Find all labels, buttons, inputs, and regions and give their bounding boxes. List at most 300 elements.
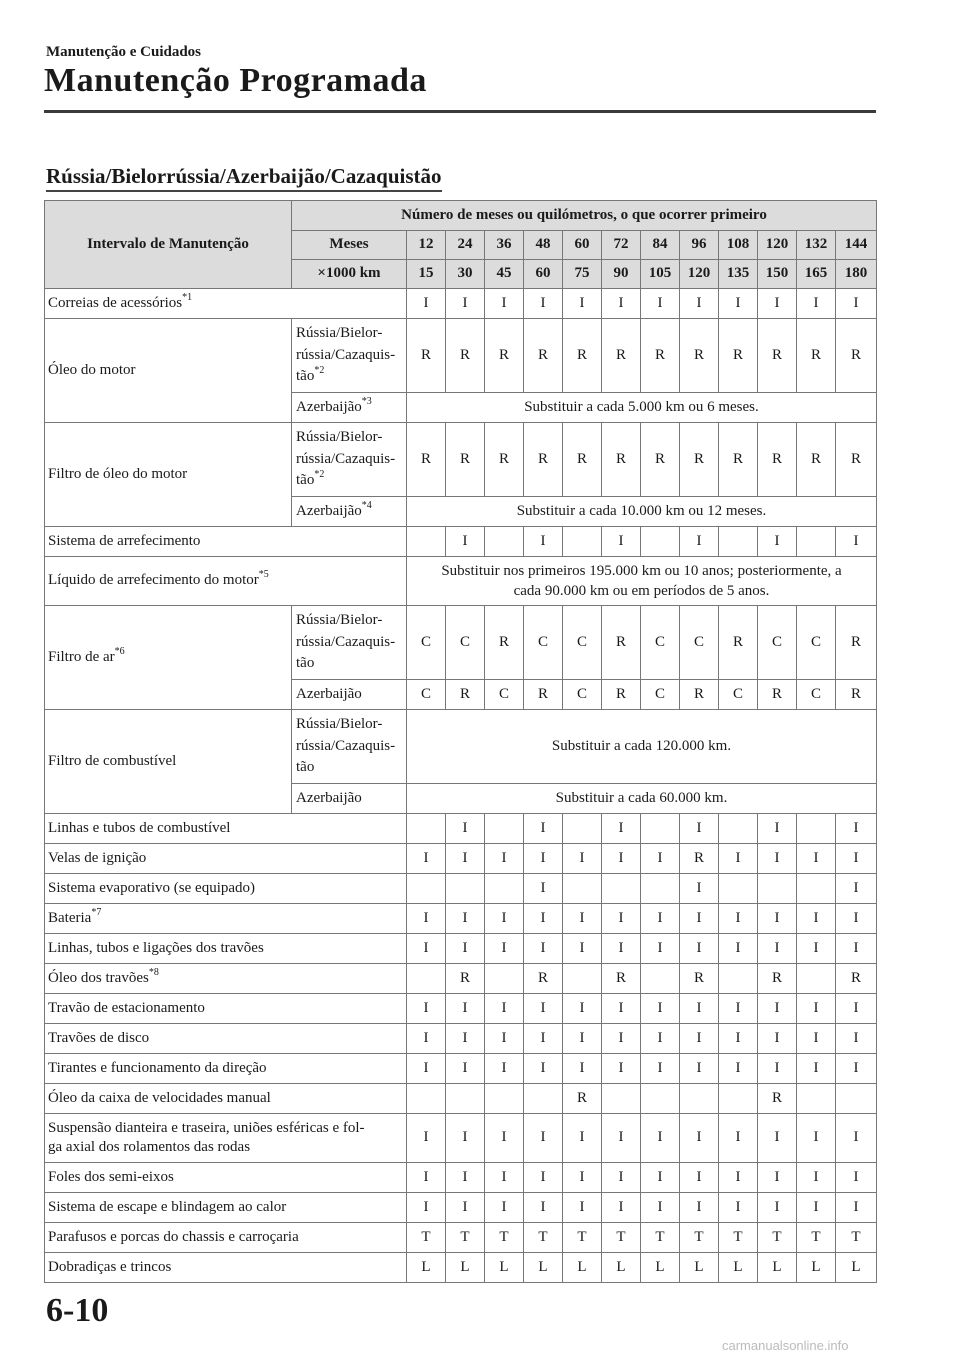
schedule-cell: I [602,1193,641,1223]
schedule-cell [407,874,446,904]
item-name-text: Tirantes e funcionamento da direção [48,1059,267,1076]
km-value: 180 [836,260,877,289]
schedule-cell: R [836,680,877,710]
table-row [45,1114,877,1163]
km-value: 120 [680,260,719,289]
schedule-cell: I [719,934,758,964]
schedule-cell: I [524,934,563,964]
table-row [45,289,877,319]
schedule-cell [602,1084,641,1114]
schedule-cell [485,814,524,844]
region-label [292,606,407,680]
table-row [45,904,877,934]
schedule-cell: T [641,1223,680,1253]
months-value: 132 [797,231,836,260]
schedule-cell: R [758,964,797,994]
schedule-cell: I [836,1114,877,1163]
schedule-cell: I [680,904,719,934]
schedule-cell: R [797,319,836,393]
schedule-cell: I [719,994,758,1024]
schedule-cell: I [407,1114,446,1163]
schedule-cell: R [758,319,797,393]
schedule-cell: I [407,1054,446,1084]
schedule-cell [719,814,758,844]
schedule-cell: I [641,1054,680,1084]
schedule-cell [485,527,524,557]
item-name-text: Filtro de óleo do motor [48,465,188,482]
schedule-cell: C [641,680,680,710]
schedule-cell [446,1084,485,1114]
item-name [45,934,407,964]
item-name [45,1223,407,1253]
schedule-cell: I [758,844,797,874]
schedule-cell [797,814,836,844]
schedule-cell: L [485,1253,524,1283]
schedule-cell: R [758,1084,797,1114]
schedule-cell: I [407,1193,446,1223]
item-name [45,1193,407,1223]
schedule-cell: I [797,1024,836,1054]
schedule-cell: R [407,423,446,497]
schedule-cell: I [719,1054,758,1084]
schedule-cell: R [758,680,797,710]
schedule-cell: I [524,904,563,934]
table-row [45,319,877,393]
region-label-text: Azerbaijão [296,398,362,415]
schedule-cell: I [680,1024,719,1054]
schedule-cell [563,814,602,844]
footnote-marker: *2 [314,469,325,481]
schedule-cell: I [446,844,485,874]
schedule-cell: I [836,904,877,934]
item-name-text: Travão de estacionamento [48,999,205,1016]
footnote-marker: *6 [114,645,125,657]
page-number: 6-10 [46,1292,109,1329]
months-value: 96 [680,231,719,260]
schedule-cell: I [758,527,797,557]
schedule-cell: R [602,680,641,710]
schedule-cell: I [407,934,446,964]
schedule-cell [524,1084,563,1114]
schedule-cell: I [446,1024,485,1054]
schedule-cell: I [602,814,641,844]
schedule-cell: I [446,904,485,934]
item-name-text: Linhas e tubos de combustível [48,819,231,836]
item-name [45,844,407,874]
schedule-cell: I [680,874,719,904]
schedule-cell: R [719,606,758,680]
item-name-text: Sistema de escape e blindagem ao calor [48,1198,287,1215]
table-row [45,964,877,994]
schedule-cell: C [407,606,446,680]
table-row [45,1163,877,1193]
km-value: 75 [563,260,602,289]
schedule-cell [680,1084,719,1114]
schedule-note: Substituir a cada 60.000 km. [407,784,877,814]
schedule-cell: R [797,423,836,497]
schedule-cell: I [797,1114,836,1163]
item-name [45,606,292,710]
schedule-cell [563,964,602,994]
schedule-cell [563,527,602,557]
schedule-cell: I [758,814,797,844]
schedule-cell: I [758,904,797,934]
schedule-cell: L [524,1253,563,1283]
table-row [45,1253,877,1283]
table-row [45,814,877,844]
months-value: 120 [758,231,797,260]
table-row [45,934,877,964]
item-name-text: Velas de ignição [48,849,147,866]
schedule-cell: I [524,874,563,904]
footnote-marker: *1 [182,291,193,303]
schedule-cell: C [680,606,719,680]
schedule-note: Substituir a cada 120.000 km. [407,710,877,784]
schedule-cell: I [563,934,602,964]
schedule-cell: R [446,680,485,710]
schedule-cell: I [836,844,877,874]
table-header [45,201,877,289]
schedule-note: Substituir nos primeiros 195.000 km ou 10 anos; posteriormente, a cada 90.000 km ou em períodos de 5 anos. [407,557,877,606]
schedule-cell: I [641,1163,680,1193]
schedule-cell: I [836,994,877,1024]
schedule-cell: I [446,1114,485,1163]
region-label-text: Rússia/Bielor- rússia/Cazaquis- tão [296,611,396,672]
schedule-cell: I [836,289,877,319]
schedule-cell [797,964,836,994]
schedule-cell: L [407,1253,446,1283]
schedule-cell: I [485,1163,524,1193]
item-name-text: Óleo dos travões [48,969,149,986]
schedule-cell: I [407,994,446,1024]
schedule-cell: I [719,289,758,319]
section-label: Manutenção e Cuidados [46,44,202,60]
region-label [292,784,407,814]
schedule-cell: R [602,423,641,497]
schedule-cell: R [524,680,563,710]
schedule-cell: R [407,319,446,393]
months-value: 84 [641,231,680,260]
region-label [292,710,407,784]
item-name [45,964,407,994]
schedule-cell: I [524,1114,563,1163]
schedule-cell: I [446,994,485,1024]
schedule-cell [407,1084,446,1114]
schedule-cell: I [524,844,563,874]
table-row [45,710,877,784]
schedule-cell: I [485,994,524,1024]
schedule-cell: I [524,1024,563,1054]
schedule-cell: R [602,606,641,680]
item-name-text: Sistema evaporativo (se equipado) [48,879,256,896]
schedule-cell: I [836,874,877,904]
schedule-cell: I [602,844,641,874]
schedule-cell [563,874,602,904]
schedule-cell [641,527,680,557]
schedule-cell: I [836,1054,877,1084]
months-label: Meses [292,231,407,260]
schedule-cell: I [797,289,836,319]
schedule-cell: I [446,934,485,964]
schedule-cell [485,874,524,904]
schedule-cell [485,1084,524,1114]
schedule-cell: I [563,1114,602,1163]
schedule-cell: R [446,319,485,393]
region-label [292,393,407,423]
km-value: 60 [524,260,563,289]
schedule-cell: I [563,1193,602,1223]
schedule-cell: I [602,1114,641,1163]
schedule-cell [641,964,680,994]
schedule-cell [836,1084,877,1114]
schedule-cell: R [836,319,877,393]
footnote-marker: *7 [91,906,102,918]
schedule-cell: I [680,994,719,1024]
schedule-cell: I [407,844,446,874]
schedule-cell: R [719,423,758,497]
item-name-text: Linhas, tubos e ligações dos travões [48,939,264,956]
schedule-cell: I [758,994,797,1024]
maintenance-schedule-table [44,200,877,1283]
item-name [45,1054,407,1084]
schedule-cell [485,964,524,994]
item-name [45,1024,407,1054]
schedule-cell: I [719,1163,758,1193]
schedule-cell: I [485,904,524,934]
schedule-cell: C [446,606,485,680]
schedule-cell: I [680,934,719,964]
schedule-cell: R [485,423,524,497]
schedule-cell: C [719,680,758,710]
schedule-cell: I [836,934,877,964]
schedule-cell: I [797,1193,836,1223]
schedule-cell: I [407,289,446,319]
schedule-cell: I [524,527,563,557]
km-value: 30 [446,260,485,289]
schedule-cell: C [758,606,797,680]
km-value: 45 [485,260,524,289]
schedule-cell: L [563,1253,602,1283]
schedule-cell: I [680,814,719,844]
item-name-text: Óleo da caixa de velocidades manual [48,1089,271,1106]
footnote-marker: *8 [148,966,159,978]
item-name [45,527,407,557]
schedule-cell: I [719,1024,758,1054]
schedule-cell: R [485,319,524,393]
item-name [45,1114,407,1163]
schedule-cell [719,874,758,904]
months-value: 144 [836,231,877,260]
schedule-cell: I [563,1054,602,1084]
item-name [45,994,407,1024]
item-name-text: Sistema de arrefecimento [48,532,201,549]
region-label-text: Azerbaijão [296,685,362,702]
region-label [292,497,407,527]
footnote-marker: *2 [314,365,325,377]
km-value: 135 [719,260,758,289]
months-value: 108 [719,231,758,260]
footnote-marker: *5 [258,569,269,581]
item-name-text: Filtro de ar [48,648,115,665]
km-value: 90 [602,260,641,289]
schedule-cell: C [563,606,602,680]
schedule-cell: I [719,904,758,934]
schedule-cell: R [602,319,641,393]
schedule-cell: R [446,964,485,994]
item-name-text: Líquido de arrefecimento do motor [48,572,259,589]
schedule-cell: I [758,1114,797,1163]
schedule-cell [407,814,446,844]
schedule-cell: R [485,606,524,680]
schedule-cell: I [602,934,641,964]
schedule-cell: T [563,1223,602,1253]
months-value: 12 [407,231,446,260]
schedule-cell: I [719,1193,758,1223]
watermark: carmanualsonline.info [722,1338,849,1353]
table-row [45,1024,877,1054]
item-name-text: Dobradiças e trincos [48,1258,172,1275]
schedule-cell: T [680,1223,719,1253]
schedule-cell: I [680,1163,719,1193]
table-row [45,423,877,497]
schedule-cell: R [836,606,877,680]
schedule-cell: T [407,1223,446,1253]
schedule-cell: I [563,289,602,319]
schedule-cell [797,874,836,904]
schedule-cell [641,814,680,844]
item-name-text: Suspensão dianteira e traseira, uniões esféricas e fol- ga axial dos rolamentos das rodas [48,1119,365,1155]
schedule-cell: I [446,814,485,844]
schedule-cell [797,1084,836,1114]
schedule-cell: L [836,1253,877,1283]
schedule-cell: I [758,1193,797,1223]
schedule-cell: C [524,606,563,680]
item-name-text: Foles dos semi-eixos [48,1168,174,1185]
schedule-cell: I [719,1114,758,1163]
schedule-cell: I [641,844,680,874]
schedule-cell: R [563,1084,602,1114]
footnote-marker: *3 [361,395,372,407]
schedule-cell: I [797,904,836,934]
schedule-cell: R [641,319,680,393]
schedule-cell: I [446,1193,485,1223]
schedule-cell: C [485,680,524,710]
schedule-cell: I [563,844,602,874]
schedule-cell: L [641,1253,680,1283]
schedule-cell: I [485,934,524,964]
schedule-cell: R [836,423,877,497]
region-label-text: Azerbaijão [296,789,362,806]
schedule-cell: I [602,1054,641,1084]
schedule-cell: T [485,1223,524,1253]
region-label-text: Rússia/Bielor- rússia/Cazaquis- tão [296,428,396,489]
schedule-cell: C [797,606,836,680]
schedule-cell [797,527,836,557]
schedule-cell: I [641,1024,680,1054]
schedule-cell: I [758,1163,797,1193]
schedule-cell: I [680,1193,719,1223]
item-name [45,1253,407,1283]
schedule-cell: I [524,1163,563,1193]
schedule-cell [719,964,758,994]
region-label [292,319,407,393]
schedule-cell [407,964,446,994]
schedule-cell [719,527,758,557]
schedule-cell: I [563,1024,602,1054]
schedule-cell: I [602,1163,641,1193]
schedule-cell: I [797,1054,836,1084]
schedule-cell: R [446,423,485,497]
schedule-cell: L [797,1253,836,1283]
table-row [45,557,877,606]
schedule-cell: L [680,1253,719,1283]
schedule-cell: R [719,319,758,393]
table-row [45,994,877,1024]
schedule-cell: T [524,1223,563,1253]
table-row [45,844,877,874]
item-name [45,874,407,904]
item-name [45,710,292,814]
region-label-text: Azerbaijão [296,502,362,519]
schedule-cell: I [485,1114,524,1163]
schedule-cell: R [680,844,719,874]
schedule-cell: I [446,527,485,557]
schedule-cell: I [680,527,719,557]
schedule-cell: I [602,994,641,1024]
months-value: 60 [563,231,602,260]
schedule-cell: R [680,319,719,393]
footnote-marker: *4 [361,499,372,511]
item-name-text: Óleo do motor [48,361,136,378]
table-row [45,1223,877,1253]
km-value: 150 [758,260,797,289]
schedule-cell: C [797,680,836,710]
item-name [45,1084,407,1114]
schedule-cell: R [524,319,563,393]
km-value: 165 [797,260,836,289]
item-name-text: Correias de acessórios [48,294,183,311]
schedule-cell: I [407,1024,446,1054]
schedule-cell: I [485,1054,524,1084]
schedule-cell [602,874,641,904]
region-label-text: Rússia/Bielor- rússia/Cazaquis- tão [296,715,396,776]
schedule-note: Substituir a cada 5.000 km ou 6 meses. [407,393,877,423]
schedule-cell: T [446,1223,485,1253]
schedule-cell: I [836,814,877,844]
schedule-cell: I [836,1024,877,1054]
schedule-cell: L [719,1253,758,1283]
schedule-note: Substituir a cada 10.000 km ou 12 meses. [407,497,877,527]
schedule-cell: R [524,423,563,497]
item-name [45,423,292,527]
item-name [45,814,407,844]
region-label [292,680,407,710]
schedule-cell: R [641,423,680,497]
schedule-cell: I [524,1054,563,1084]
schedule-cell [407,527,446,557]
table-row [45,1054,877,1084]
schedule-cell: I [524,1193,563,1223]
km-value: 15 [407,260,446,289]
schedule-cell: I [602,527,641,557]
table-row [45,1084,877,1114]
table-row [45,527,877,557]
table-row [45,606,877,680]
schedule-cell: I [446,1163,485,1193]
region-label-text: Rússia/Bielor- rússia/Cazaquis- tão [296,324,396,385]
schedule-cell: I [563,1163,602,1193]
table-row [45,874,877,904]
